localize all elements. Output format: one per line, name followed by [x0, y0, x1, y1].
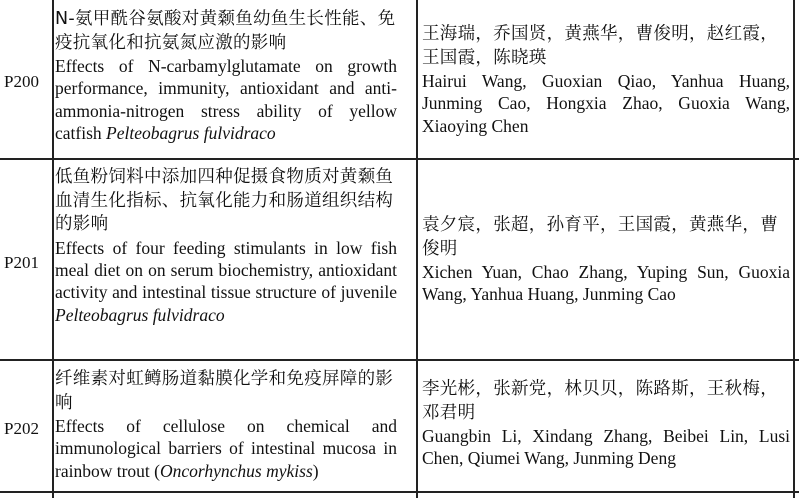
title-english-tail: )	[312, 460, 319, 481]
title-english	[55, 55, 397, 145]
row-divider	[0, 158, 799, 160]
title-english-text: Effects of cellulose on chemical and immunological barriers of intestinal mucosa in rainbow trout (	[55, 416, 397, 481]
title-cell	[55, 8, 397, 145]
authors-chinese: 王海瑞，乔国贤，黄燕华，曹俊明，赵红霞，王国霞，陈晓瑛	[422, 24, 778, 68]
title-cell	[55, 166, 397, 326]
authors-cell	[422, 214, 790, 306]
paper-id: P202	[4, 419, 39, 438]
column-divider	[416, 0, 418, 498]
authors-cell	[422, 23, 790, 137]
authors-cell	[422, 378, 790, 470]
title-english	[55, 415, 397, 482]
authors-english: Guangbin Li, Xindang Zhang, Beibei Lin, Lusi Chen, Qiumei Wang, Junming Deng	[422, 426, 790, 469]
title-chinese: N-氨甲酰谷氨酸对黄颡鱼幼鱼生长性能、免疫抗氧化和抗氨氮应激的影响	[55, 9, 396, 53]
species-name: Oncorhynchus mykiss	[159, 460, 313, 481]
column-divider	[52, 0, 54, 498]
paper-id: P201	[4, 253, 39, 272]
species-name: Pelteobagrus fulvidraco	[106, 123, 276, 144]
authors-english: Hairui Wang, Guoxian Qiao, Yanhua Huang, Junming Cao, Hongxia Zhao, Guoxia Wang, Xiaoying Chen	[422, 71, 790, 136]
title-english-text: Effects of N-carbamylglutamate on growth performance, immunity, antioxidant and anti-ammonia-nitrogen stress ability of yellow catfish	[55, 56, 397, 144]
authors-english: Xichen Yuan, Chao Zhang, Yuping Sun, Guoxia Wang, Yanhua Huang, Junming Cao	[422, 262, 790, 305]
paper-id: P200	[4, 72, 39, 91]
title-chinese: 纤维素对虹鳟肠道黏膜化学和免疫屏障的影响	[55, 369, 394, 413]
title-english-text: Effects of four feeding stimulants in low fish meal diet on on serum biochemistry, antioxidant activity and intestinal tissue structure of juvenile	[55, 237, 397, 303]
title-english	[55, 237, 397, 327]
authors-chinese: 李光彬，张新党，林贝贝，陈路斯，王秋梅，邓君明	[422, 379, 778, 423]
authors-chinese: 袁夕宸，张超，孙育平，王国霞，黄燕华，曹俊明	[422, 215, 778, 259]
title-cell	[55, 368, 397, 482]
row-divider	[0, 491, 799, 493]
row-divider	[0, 359, 799, 361]
column-divider	[793, 0, 795, 498]
title-chinese: 低鱼粉饲料中添加四种促摄食物质对黄颡鱼血清生化指标、抗氧化能力和肠道组织结构的影响	[55, 167, 394, 234]
species-name: Pelteobagrus fulvidraco	[55, 304, 225, 325]
